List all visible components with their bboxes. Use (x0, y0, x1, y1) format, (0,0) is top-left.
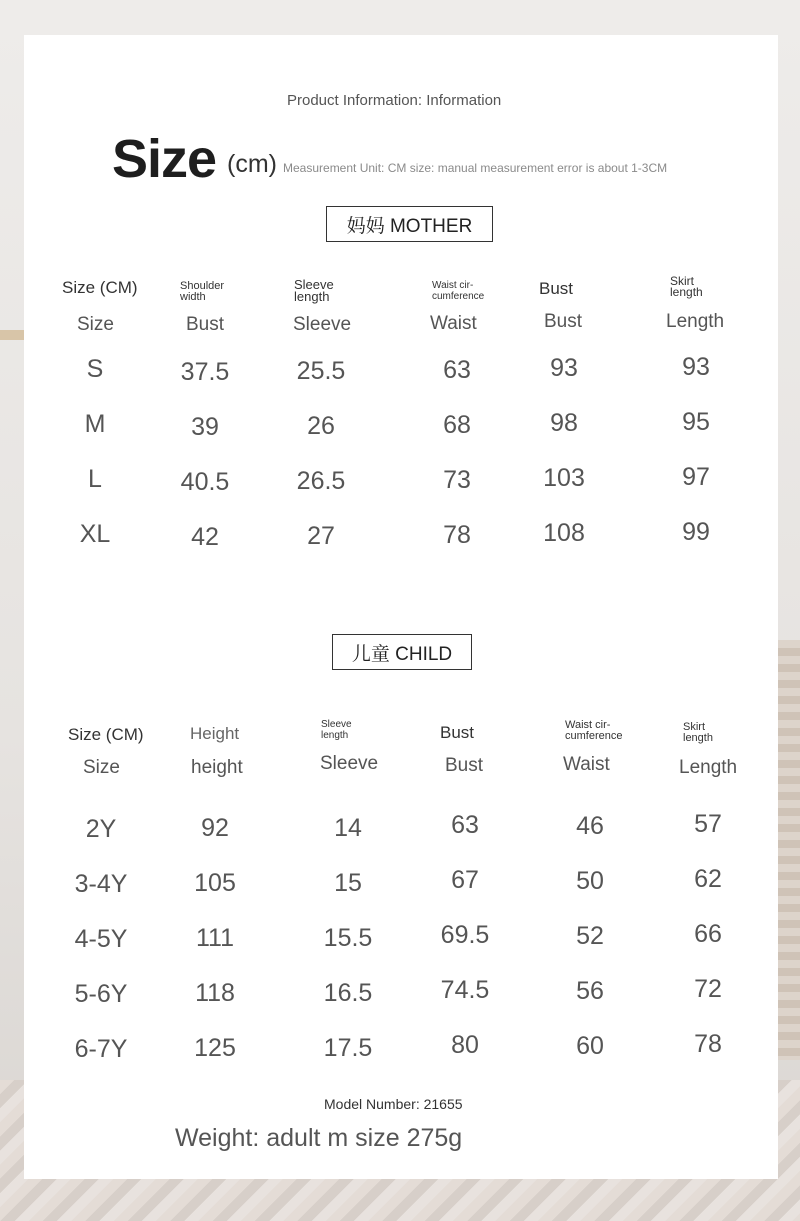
child-cell: 63 (451, 811, 479, 839)
mother-header-skirt-length: Skirt length (670, 274, 703, 299)
child-cell: 6-7Y (74, 1035, 128, 1063)
child-cell: 14 (334, 814, 362, 842)
child-cell: 118 (195, 979, 235, 1007)
background-shelf (0, 330, 24, 340)
child-cell: 17.5 (323, 1034, 373, 1062)
child-cell: 62 (694, 865, 722, 893)
mother-header-en-bust: Bust (186, 314, 225, 335)
child-header-bust: Bust (440, 723, 475, 742)
child-header-waist-circumference: Waist cir- cumference (565, 719, 623, 742)
child-cell: 125 (194, 1034, 236, 1062)
mother-header-size-cm: Size (CM) (62, 278, 138, 297)
child-header-en-bust: Bust (445, 755, 484, 776)
child-header-en-sleeve: Sleeve (320, 753, 379, 774)
child-cell: 69.5 (440, 921, 490, 949)
mother-cell: 78 (443, 521, 471, 549)
mother-cell: 98 (550, 409, 578, 437)
child-header-en-size: Size (83, 757, 120, 778)
child-cell: 72 (694, 975, 722, 1003)
mother-cell: 93 (550, 354, 578, 382)
mother-cell: 26.5 (296, 467, 346, 495)
product-info-heading: Product Information: Information (287, 92, 502, 109)
measurement-note: Measurement Unit: CM size: manual measurement error is about 1-3CM (283, 161, 668, 175)
child-cell: 46 (576, 812, 604, 840)
mother-cell: L (88, 465, 102, 493)
child-cell: 111 (195, 924, 235, 952)
mother-cell: 40.5 (180, 468, 230, 496)
mother-cell: 37.5 (180, 358, 230, 386)
mother-cell: 103 (543, 464, 585, 492)
child-cell: 67 (451, 866, 479, 894)
child-cell: 5-6Y (74, 980, 128, 1008)
mother-header-en-length: Length (666, 311, 725, 332)
mother-header-shoulder-width: Shoulder width (180, 280, 225, 303)
child-cell: 60 (576, 1032, 604, 1060)
mother-header-bust: Bust (539, 279, 574, 298)
child-cell: 2Y (85, 815, 117, 843)
mother-header-en-waist: Waist (430, 313, 477, 334)
mother-cell: 95 (682, 408, 710, 436)
mother-cell: 93 (682, 353, 710, 381)
child-cell: 52 (576, 922, 604, 950)
child-cell: 3-4Y (74, 870, 128, 898)
child-cell: 15.5 (323, 924, 373, 952)
mother-header-en-size: Size (77, 314, 114, 335)
mother-cell: 63 (443, 356, 471, 384)
child-cell: 74.5 (440, 976, 490, 1004)
mother-cell: 68 (443, 411, 471, 439)
size-unit: (cm) (227, 150, 277, 178)
child-header-height: Height (190, 724, 240, 743)
child-header-sleeve-length: Sleeve length (321, 719, 352, 741)
mother-cell: 99 (682, 518, 710, 546)
mother-header-en-bust-2: Bust (544, 311, 583, 332)
mother-cell: 26 (307, 412, 335, 440)
child-cell: 57 (694, 810, 722, 838)
child-cell: 16.5 (323, 979, 373, 1007)
weight-note: Weight: adult m size 275g (175, 1124, 463, 1152)
child-header-size-cm: Size (CM) (68, 725, 144, 744)
mother-cell: 27 (307, 522, 335, 550)
child-cell: 105 (194, 869, 236, 897)
mother-cell: XL (79, 520, 111, 548)
mother-cell: 97 (682, 463, 710, 491)
mother-header-sleeve-length: Sleeve length (294, 277, 334, 304)
mother-cell: 42 (191, 523, 219, 551)
mother-cell: 73 (443, 466, 471, 494)
child-cell: 15 (334, 869, 362, 897)
background-chair (778, 640, 800, 1060)
mother-cell: 25.5 (296, 357, 346, 385)
model-number: Model Number: 21655 (324, 1096, 463, 1112)
child-cell: 78 (694, 1030, 722, 1058)
child-cell: 80 (451, 1031, 479, 1059)
mother-cell: S (86, 355, 104, 383)
mother-section-label: 妈妈 MOTHER (326, 206, 493, 242)
mother-cell: 108 (543, 519, 585, 547)
mother-header-waist-circumference: Waist cir- cumference (432, 280, 485, 302)
child-header-en-length: Length (679, 757, 738, 778)
mother-cell: M (84, 410, 106, 438)
child-header-skirt-length: Skirt length (683, 721, 713, 744)
child-cell: 66 (694, 920, 722, 948)
child-header-en-waist: Waist (563, 754, 610, 775)
child-section-label: 儿童 CHILD (332, 634, 472, 670)
child-cell: 50 (576, 867, 604, 895)
mother-cell: 39 (191, 413, 219, 441)
mother-header-en-sleeve: Sleeve (293, 314, 352, 335)
size-title: Size (112, 129, 217, 189)
child-cell: 92 (201, 814, 229, 842)
child-header-en-height: height (191, 757, 243, 778)
child-cell: 4-5Y (74, 925, 128, 953)
child-cell: 56 (576, 977, 604, 1005)
